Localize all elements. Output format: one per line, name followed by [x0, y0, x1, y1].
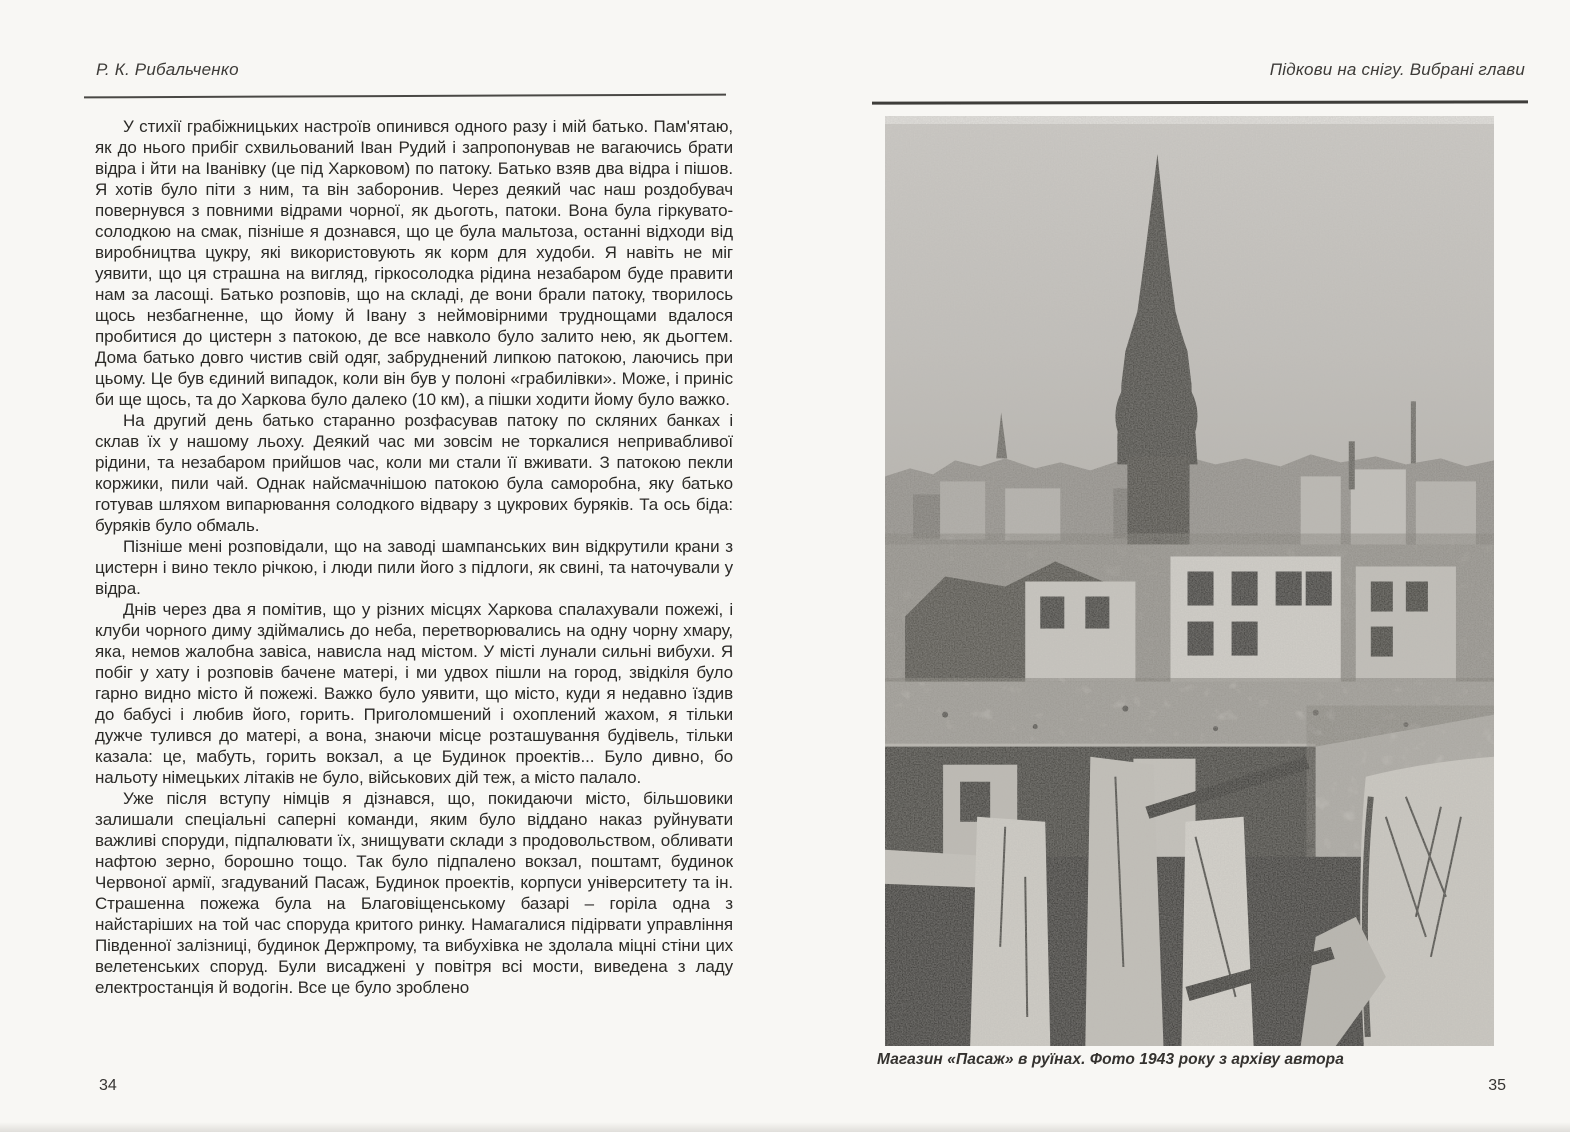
page-number-left: 34 — [99, 1077, 117, 1094]
body-text-column — [95, 116, 733, 998]
paragraph: Уже після вступу німців я дізнався, що, покидаючи місто, більшовики залишали спеціальні саперні команди, яким було віддано наказ руйнувати важливі споруди, підпалювати їх, знищувати склади з продовольством, обливати нафтою зерно, борошно тощо. Так було підпалено вокзал, поштамт, будинок Червоної армії, згадуваний Пасаж, Будинок проектів, корпуси університету та ін. Страшенна пожежа була на Благовіщенському базарі – горіла одна з найстаріших на той час споруда критого ринку. Намагалися підірвати управління Південної залізниці, будинок Держпрому, та вибухівка не здолала міцні стіни цих велетенських споруд. Були висаджені у повітря всі мости, виведена з ладу електростанція й водогін. Все це було зроблено — [95, 789, 733, 997]
running-header-left: Р. К. Рибальченко — [96, 60, 239, 79]
paragraph: На другий день батько старанно розфасував патоку по скляних банках і склав їх у нашому льоху. Деякий час ми зовсім не торкалися непривабливої рідини, та незабаром прийшов час, коли ми стали її вживати. З патокою пекли коржики, пили чай. Однак найсмачнішою патокою була саморобна, яку батько готував шляхом випарювання солодкого відвару з цукрових буряків. Та ось біда: буряків було обмаль. — [95, 411, 733, 535]
header-rule-right — [872, 100, 1528, 104]
photo-caption: Магазин «Пасаж» в руїнах. Фото 1943 року з архіву автора — [877, 1051, 1344, 1068]
scan-edge — [0, 1122, 1570, 1132]
paragraph: У стихії грабіжницьких настроїв опинився одного разу і мій батько. Пам'ятаю, як до нього прибіг схвильований Іван Рудий і запропонував не вагаючись брати відра і йти на Іванівку (це під Харковом) по патоку. Батько взяв два відра і пішов. Я хотів було піти з ним, та він заборонив. Через деякий час наш роздобувач повернувся з повними відрами чорної, як дьоготь, патоки. Вона була гіркувато-солодкою на смак, пізніше я дознався, що це була мальтоза, останні відходи від виробництва цукру, які використовують як корм для худоби. Я навіть не міг уявити, що ця страшна на вигляд, гіркосолодка рідина незабаром буде правити нам за ласощі. Батько розповів, що на складі, де вони брали патоку, творилось щось незбагненне, що йому й Івану з неймовірними труднощами вдалося пробитися до цистерн з патокою, де все навколо було залито нею, як дьогтем. Дома батько довго чистив свій одяг, забруднений липкою патокою, лаючись при цьому. Це був єдиний випадок, коли він був у полоні «грабилівки». Може, і приніс би ще щось, та до Харкова було далеко (10 км), а пішки ходити йому було важко. — [95, 117, 733, 409]
header-rule-left — [84, 94, 726, 99]
paragraph: Днів через два я помітив, що у різних місцях Харкова спалахували пожежі, і клуби чорного диму здіймались до неба, перетворювались на одну чорну хмару, яка, немов жалобна завіса, нависла над містом. У місті лунали сильні вибухи. Я побіг у хату і розповів бачене матері, і ми удвох пішли на город, звідкіля було гарно видно місто й пожежі. Важко було уявити, що місто, куди я недавно їздив до бабусі і любив його, горить. Приголомшений і охоплений жахом, я тільки дужче тулився до матері, а вона, знаючи місце розташування будівель, тільки казала: це, мабуть, горить вокзал, а це Будинок проектів... Було дивно, бо нальоту німецьких літаків не було, військових дій теж, а місто палало. — [95, 600, 733, 787]
ruins-photo — [885, 116, 1494, 1046]
paragraph: Пізніше мені розповідали, що на заводі шампанських вин відкрутили крани з цистерн і вино текло річкою, і люди пили його з підлоги, як свині, та наточували у відра. — [95, 537, 733, 598]
running-header-right: Підкови на снігу. Вибрані глави — [1269, 60, 1525, 79]
page-number-right: 35 — [1488, 1077, 1506, 1094]
